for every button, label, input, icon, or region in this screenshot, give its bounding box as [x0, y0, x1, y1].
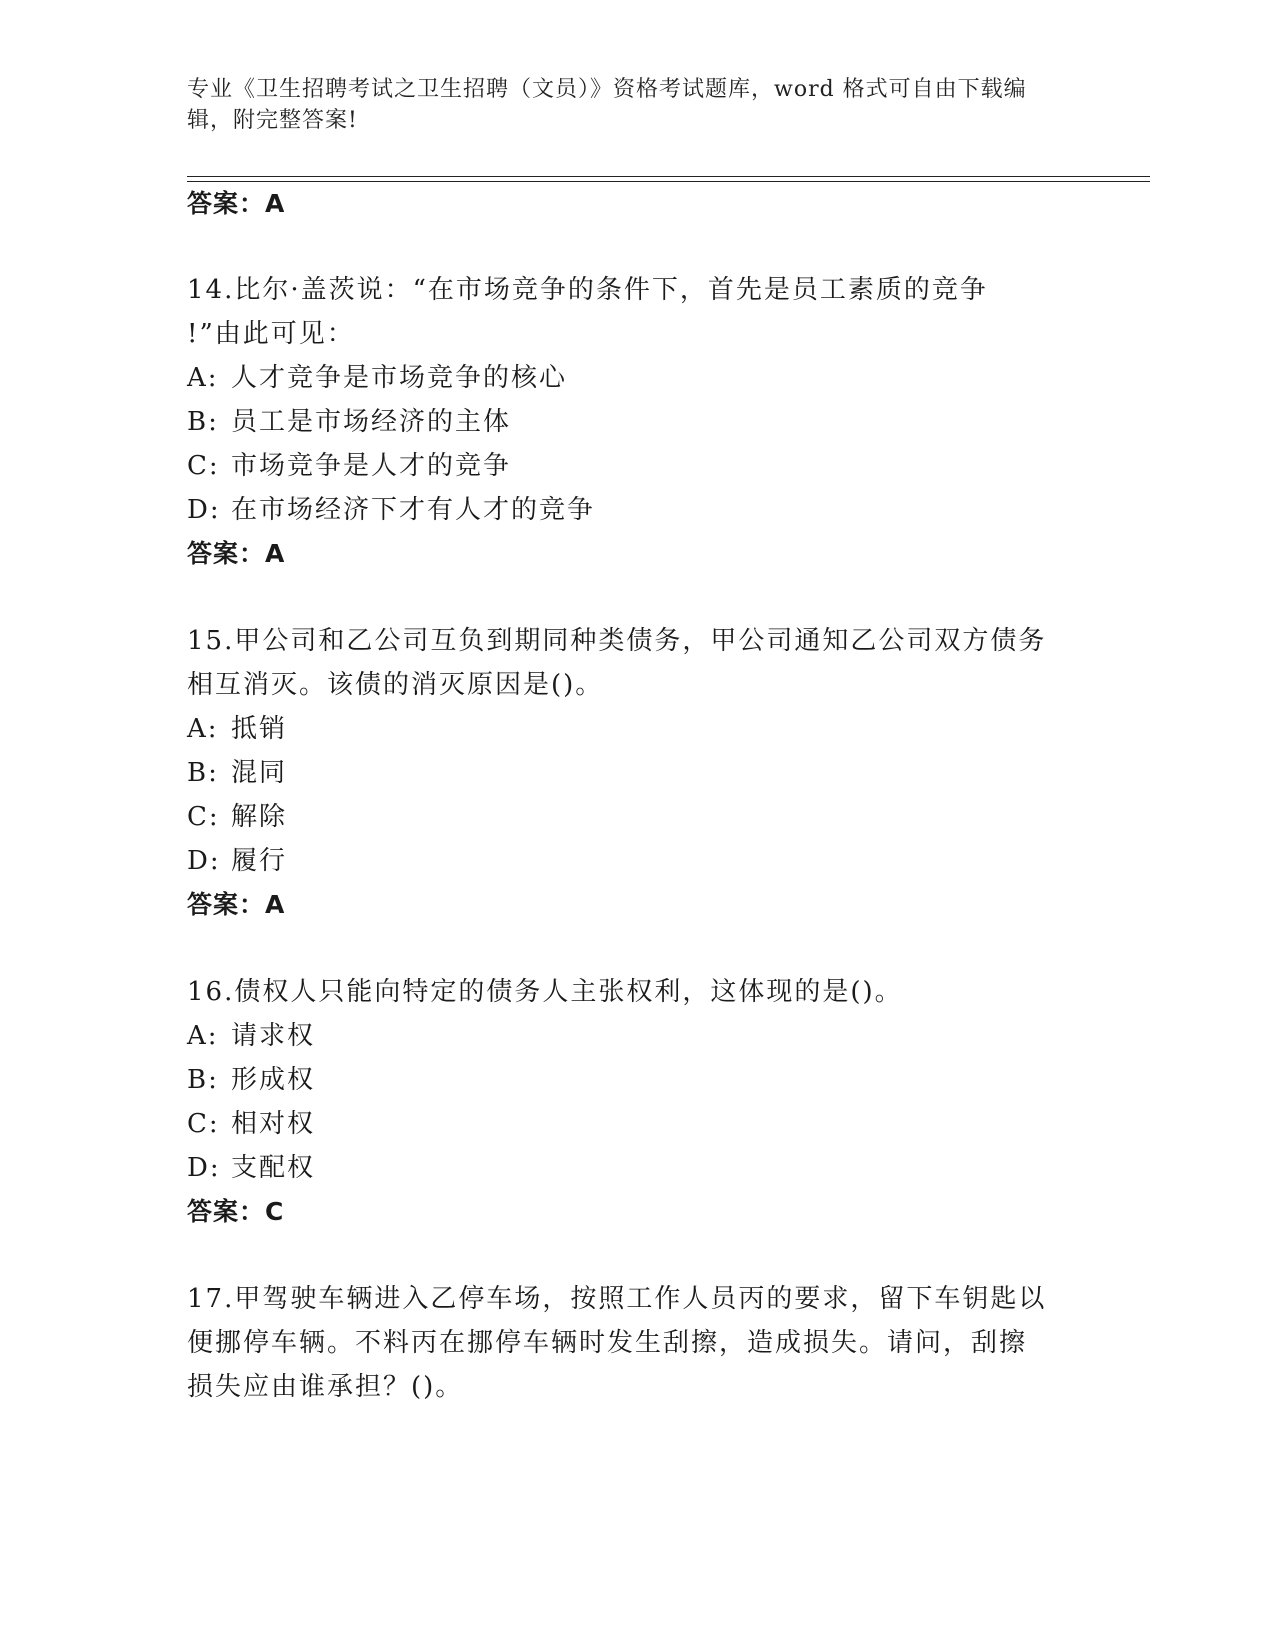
- q16-option-b: [187, 1064, 315, 1096]
- answer-value: A: [265, 189, 286, 218]
- header-description: 专业《卫生招聘考试之卫生招聘（文员）》资格考试题库，word 格式可自由下载编辑，附完整答案!: [187, 77, 1027, 133]
- option-letter: D:: [187, 495, 221, 525]
- option-letter: B:: [187, 407, 219, 437]
- question-15-line-1: 15.甲公司和乙公司互负到期同种类债务，甲公司通知乙公司双方债务: [187, 626, 1047, 656]
- q14-option-d: [187, 494, 595, 526]
- option-letter: B:: [187, 1065, 219, 1095]
- answer-label: 答案：: [187, 1197, 266, 1226]
- question-17-line-1: 17.甲驾驶车辆进入乙停车场，按照工作人员丙的要求，留下车钥匙以: [187, 1284, 1047, 1314]
- option-text: 员工是市场经济的主体: [231, 407, 512, 437]
- answer-value: A: [265, 539, 286, 568]
- q15-option-c: [187, 801, 287, 833]
- option-letter: D:: [187, 846, 221, 876]
- option-letter: D:: [187, 1153, 221, 1183]
- answer-value: A: [265, 890, 286, 919]
- question-17-line-3: 损失应由谁承担？()。: [187, 1372, 464, 1402]
- option-text: 市场竞争是人才的竞争: [231, 451, 512, 481]
- option-text: 抵销: [231, 714, 288, 744]
- q16-option-c: [187, 1108, 315, 1140]
- header-divider-top: [187, 176, 1150, 177]
- q14-option-c: [187, 450, 511, 482]
- option-text: 在市场经济下才有人才的竞争: [231, 495, 596, 525]
- q15-option-a: [187, 713, 287, 745]
- option-text: 履行: [231, 846, 288, 876]
- answer-line-q13: [187, 188, 285, 220]
- option-letter: C:: [187, 1109, 220, 1139]
- answer-line-q14: [187, 538, 285, 570]
- option-text: 相对权: [231, 1109, 316, 1139]
- answer-label: 答案：: [187, 539, 266, 568]
- answer-label: 答案：: [187, 189, 266, 218]
- option-letter: A:: [187, 714, 219, 744]
- question-14-line-2: !”由此可见：: [187, 319, 355, 349]
- q15-option-d: [187, 845, 287, 877]
- answer-label: 答案：: [187, 890, 266, 919]
- option-text: 解除: [231, 802, 288, 832]
- question-15-line-2: 相互消灭。该债的消灭原因是()。: [187, 670, 604, 700]
- option-text: 请求权: [231, 1021, 316, 1051]
- question-14-line-1: 14.比尔·盖茨说：“在市场竞争的条件下，首先是员工素质的竞争: [187, 275, 988, 305]
- question-17-line-2: 便挪停车辆。不料丙在挪停车辆时发生刮擦，造成损失。请问，刮擦: [187, 1328, 1028, 1358]
- option-letter: A:: [187, 1021, 219, 1051]
- option-letter: C:: [187, 451, 220, 481]
- option-letter: C:: [187, 802, 220, 832]
- q16-option-a: [187, 1020, 315, 1052]
- option-text: 支配权: [231, 1153, 316, 1183]
- option-text: 形成权: [231, 1065, 316, 1095]
- option-letter: A:: [187, 363, 219, 393]
- document-header: [187, 74, 1067, 136]
- q14-option-a: [187, 362, 567, 394]
- q15-option-b: [187, 757, 287, 789]
- answer-line-q16: [187, 1196, 284, 1228]
- answer-value: C: [265, 1197, 285, 1226]
- option-text: 混同: [231, 758, 288, 788]
- q14-option-b: [187, 406, 511, 438]
- header-divider-bottom: [187, 181, 1150, 182]
- option-text: 人才竞争是市场竞争的核心: [231, 363, 568, 393]
- answer-line-q15: [187, 889, 285, 921]
- question-16-line-1: 16.债权人只能向特定的债务人主张权利，这体现的是()。: [187, 977, 903, 1007]
- q16-option-d: [187, 1152, 315, 1184]
- option-letter: B:: [187, 758, 219, 788]
